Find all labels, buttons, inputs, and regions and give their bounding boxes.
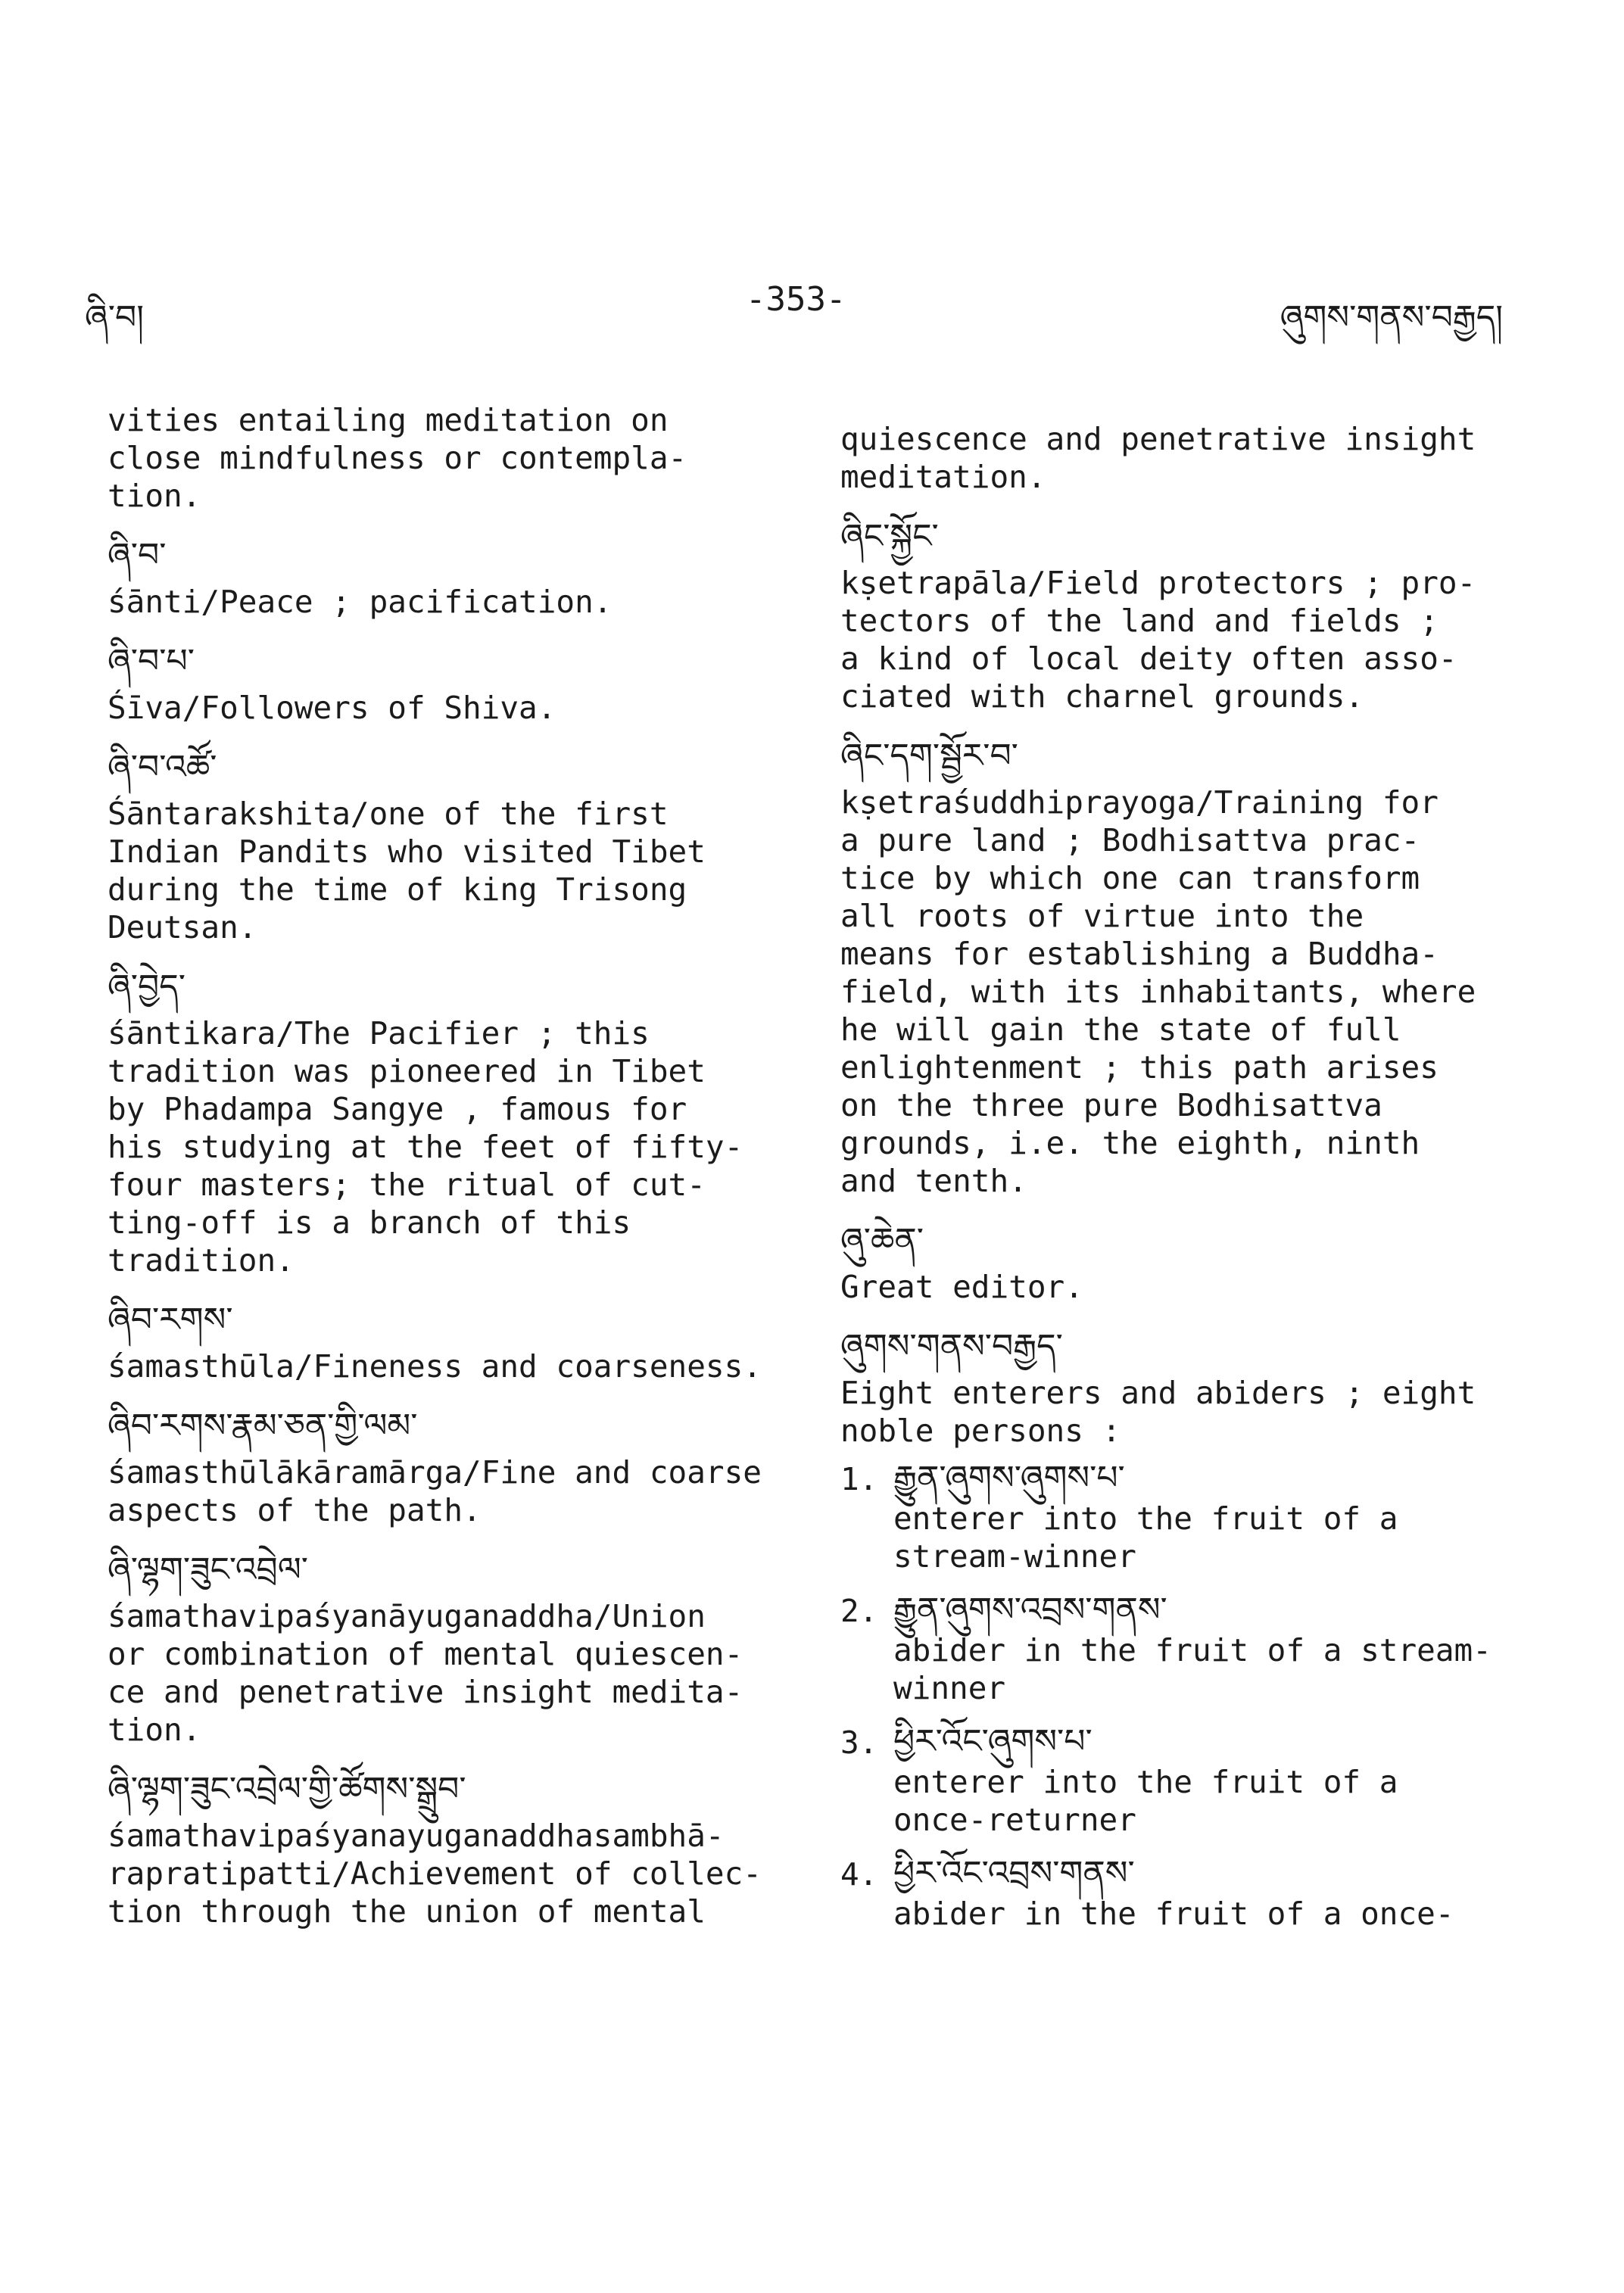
header-right-term: ཞུགས་གནས་བརྒྱད། xyxy=(1280,298,1503,337)
list-item-definition: abider in the fruit of a once- xyxy=(893,1896,1454,1932)
list-item-number: 4. xyxy=(840,1856,878,1893)
list-item xyxy=(840,1721,1522,1839)
list-item-term: རྒྱུན་ཞུགས་འབྲས་གནས་ xyxy=(893,1590,1167,1629)
left-column xyxy=(108,401,789,1936)
list-item-term: ཕྱིར་འོང་ཞུགས་པ་ xyxy=(893,1722,1093,1761)
list-item-term: རྒྱུན་ཞུགས་ཞུགས་པ་ xyxy=(893,1459,1125,1497)
right-column xyxy=(840,420,1522,1946)
entry-term: ཞུགས་གནས་བརྒྱད་ xyxy=(840,1327,1063,1366)
dictionary-entry xyxy=(840,1326,1522,1450)
list-item-definition: abider in the fruit of a stream- winner xyxy=(893,1632,1492,1706)
entry-term: ཞི་ལྷག་ཟུང་འབྲེལ་ xyxy=(108,1550,309,1589)
entry-term: ཞིབ་རགས་རྣམ་ཅན་གྱི་ལམ་ xyxy=(108,1407,418,1445)
entry-term: ཞི་བྱེད་ xyxy=(108,967,185,1006)
list-item-number: 1. xyxy=(840,1461,878,1497)
list-item-term: ཕྱིར་འོང་འབྲས་གནས་ xyxy=(893,1854,1135,1893)
continued-definition: vities entailing meditation on close mindfulness or contempla- tion. xyxy=(108,402,687,514)
dictionary-entry xyxy=(108,966,789,1279)
dictionary-entry xyxy=(840,735,1522,1200)
entry-definition: śamasthūla/Fineness and coarseness. xyxy=(108,1348,762,1385)
continued-definition: quiescence and penetrative insight meditation. xyxy=(840,421,1476,495)
dictionary-entry xyxy=(108,534,789,621)
header-left-term: ཞི་བ། xyxy=(85,298,145,337)
page-number: -353- xyxy=(746,280,846,319)
numbered-list xyxy=(840,1457,1522,1933)
entry-term: ཞི་བ་འཚོ་ xyxy=(108,748,217,787)
list-item-number: 3. xyxy=(840,1724,878,1761)
entry-definition: Śāntarakshita/one of the first Indian Pandits who visited Tibet during the time of king Trisong Deutsan. xyxy=(108,796,706,946)
entry-term: ཞི་བ་ xyxy=(108,536,167,575)
entry-term: ཞིང་སྐྱོང་ xyxy=(840,517,939,556)
list-item-definition: enterer into the fruit of a once-returner xyxy=(893,1764,1398,1838)
dictionary-entry xyxy=(840,1220,1522,1306)
dictionary-entry xyxy=(840,516,1522,715)
dictionary-entry xyxy=(108,1299,789,1385)
list-item xyxy=(840,1589,1522,1707)
dictionary-entry xyxy=(108,1768,789,1930)
dictionary-entry xyxy=(108,746,789,946)
entry-definition: śamathavipaśyanayuganaddhasambhā- rapratipatti/Achievement of collec- tion through the union of mental xyxy=(108,1818,762,1930)
list-item-definition: enterer into the fruit of a stream-winner xyxy=(893,1500,1398,1575)
entry-definition: Great editor. xyxy=(840,1269,1083,1305)
entry-definition: śamasthūlākāramārga/Fine and coarse aspects of the path. xyxy=(108,1454,762,1528)
entry-term: ཞུ་ཆེན་ xyxy=(840,1221,924,1260)
entry-term: ཞི་བ་པ་ xyxy=(108,642,195,681)
entry-definition: Eight enterers and abiders ; eight noble persons : xyxy=(840,1375,1476,1449)
entry-definition: śamathavipaśyanāyuganaddha/Union or combination of mental quiescen- ce and penetrative insight medita- tion. xyxy=(108,1598,743,1748)
entry-definition: kṣetrapāla/Field protectors ; pro- tectors of the land and fields ; a kind of local deity often asso- ciated with charnel grounds. xyxy=(840,565,1476,715)
entry-definition: śānti/Peace ; pacification. xyxy=(108,584,613,620)
entry-term: ཞིང་དག་སྦྱོར་བ་ xyxy=(840,737,1018,775)
dictionary-entry xyxy=(108,640,789,727)
entry-term: ཞིབ་རགས་ xyxy=(108,1301,233,1339)
entry-term: ཞི་ལྷག་ཟུང་འབྲེལ་གྱི་ཚོགས་སྒྲུབ་ xyxy=(108,1770,466,1809)
dictionary-entry xyxy=(108,1405,789,1529)
list-item xyxy=(840,1852,1522,1933)
dictionary-entry xyxy=(108,1549,789,1749)
entry-definition: kṣetraśuddhiprayoga/Training for a pure land ; Bodhisattva prac- tice by which one can transform all roots of virtue into the means for establishing a Buddha- field, with its inhabitants, where he will gain the state of full enlightenment ; this path arises on the three pure Bodhisattva grounds, i.e. the eighth, ninth and tenth. xyxy=(840,784,1476,1199)
entry-definition: śāntikara/The Pacifier ; this tradition was pioneered in Tibet by Phadampa Sangye , famous for his studying at the feet of fifty- four masters; the ritual of cut- ting-off is a branch of this tradition. xyxy=(108,1015,743,1279)
list-item-number: 2. xyxy=(840,1593,878,1629)
list-item xyxy=(840,1457,1522,1575)
entry-definition: Śīva/Followers of Shiva. xyxy=(108,690,556,726)
